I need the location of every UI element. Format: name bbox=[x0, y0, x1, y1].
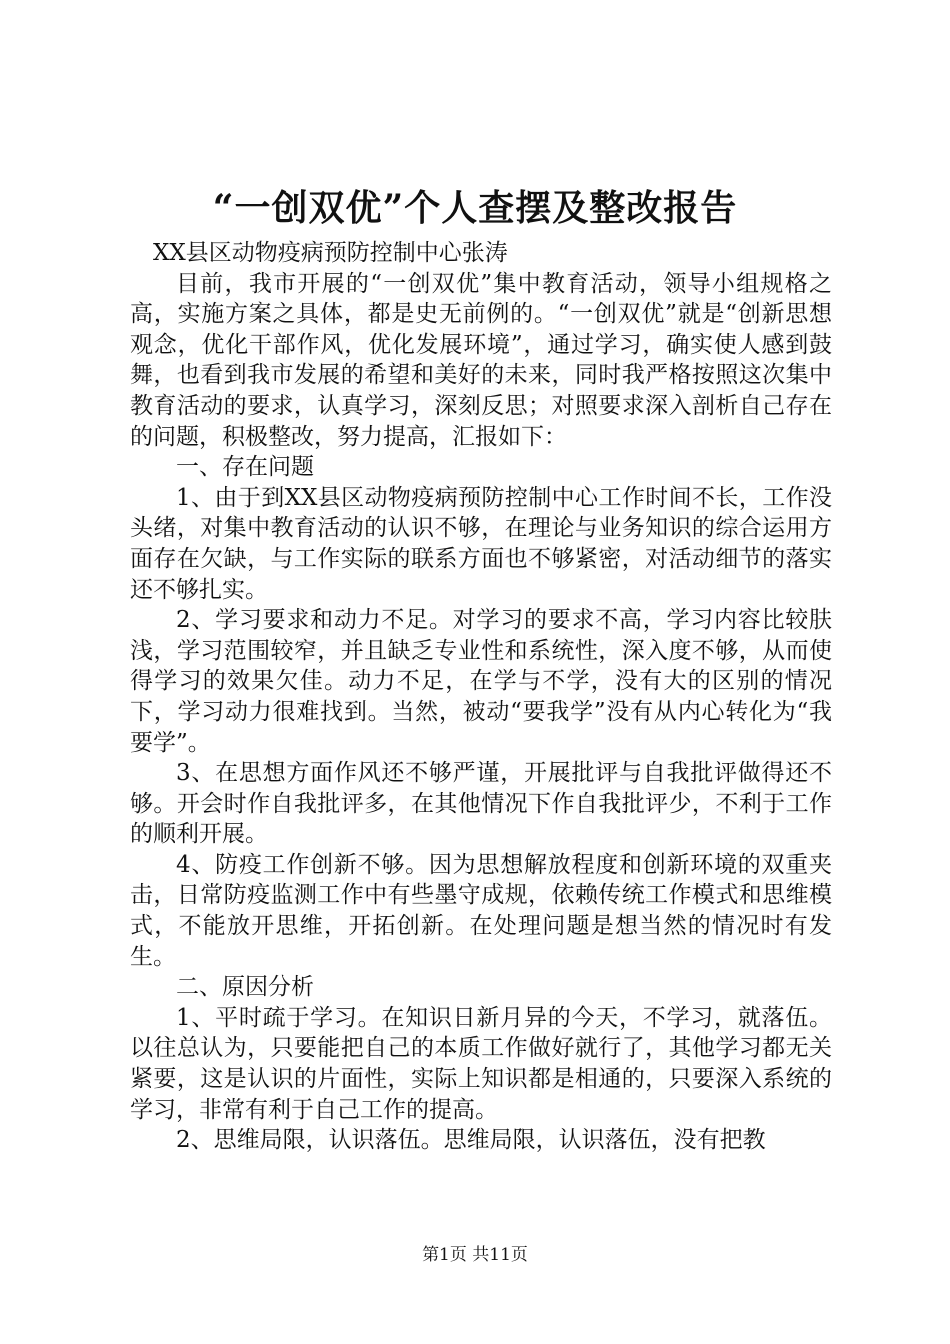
document-title: “一创双优”个人查摆及整改报告 bbox=[212, 187, 738, 229]
author-line: XX县区动物疫病预防控制中心张涛 bbox=[153, 240, 508, 266]
paragraph-problem-2: 2、学习要求和动力不足。对学习的要求不高，学习内容比较肤浅，学习范围较窄，并且缺乏专业性和系统性，深入度不够，从而使得学习的效果欠佳。动力不足，在学与不学，没有大的区别的情况下，学习动力很难找到。当然，被动“要我学”没有从内心转化为“我要学”。 bbox=[130, 607, 832, 756]
document-body bbox=[130, 238, 832, 1156]
paragraph-intro: 目前，我市开展的“一创双优”集中教育活动，领导小组规格之高，实施方案之具体，都是史无前例的。“一创双优”就是“创新思想观念，优化干部作风，优化发展环境”，通过学习，确实使人感到鼓舞，也看到我市发展的希望和美好的未来，同时我严格按照这次集中教育活动的要求，认真学习，深刻反思；对照要求深入剖析自己存在的问题，积极整改，努力提高，汇报如下： bbox=[130, 270, 832, 450]
section-heading-problems: 一、存在问题 bbox=[176, 454, 314, 481]
paragraph-cause-2: 2、思维局限，认识落伍。思维局限，认识落伍，没有把教 bbox=[176, 1127, 766, 1154]
paragraph-problem-3: 3、在思想方面作风还不够严谨，开展批评与自我批评做得还不够。开会时作自我批评多，在其他情况下作自我批评少，不利于工作的顺利开展。 bbox=[130, 760, 832, 848]
paragraph-problem-1: 1、由于到XX县区动物疫病预防控制中心工作时间不长，工作没头绪，对集中教育活动的认识不够，在理论与业务知识的综合运用方面存在欠缺，与工作实际的联系方面也不够紧密，对活动细节的落实还不够扎实。 bbox=[130, 484, 832, 603]
paragraph-cause-1: 1、平时疏于学习。在知识日新月异的今天，不学习，就落伍。以往总认为，只要能把自己的本质工作做好就行了，其他学习都无关紧要，这是认识的片面性，实际上知识都是相通的，只要深入系统的学习，非常有利于自己工作的提高。 bbox=[130, 1004, 832, 1123]
page-footer: 第1页 共11页 bbox=[422, 1245, 528, 1265]
section-heading-causes: 二、原因分析 bbox=[176, 974, 314, 1001]
paragraph-problem-4: 4、防疫工作创新不够。因为思想解放程度和创新环境的双重夹击，日常防疫监测工作中有些墨守成规，依赖传统工作模式和思维模式，不能放开思维，开拓创新。在处理问题是想当然的情况时有发生。 bbox=[130, 851, 832, 970]
